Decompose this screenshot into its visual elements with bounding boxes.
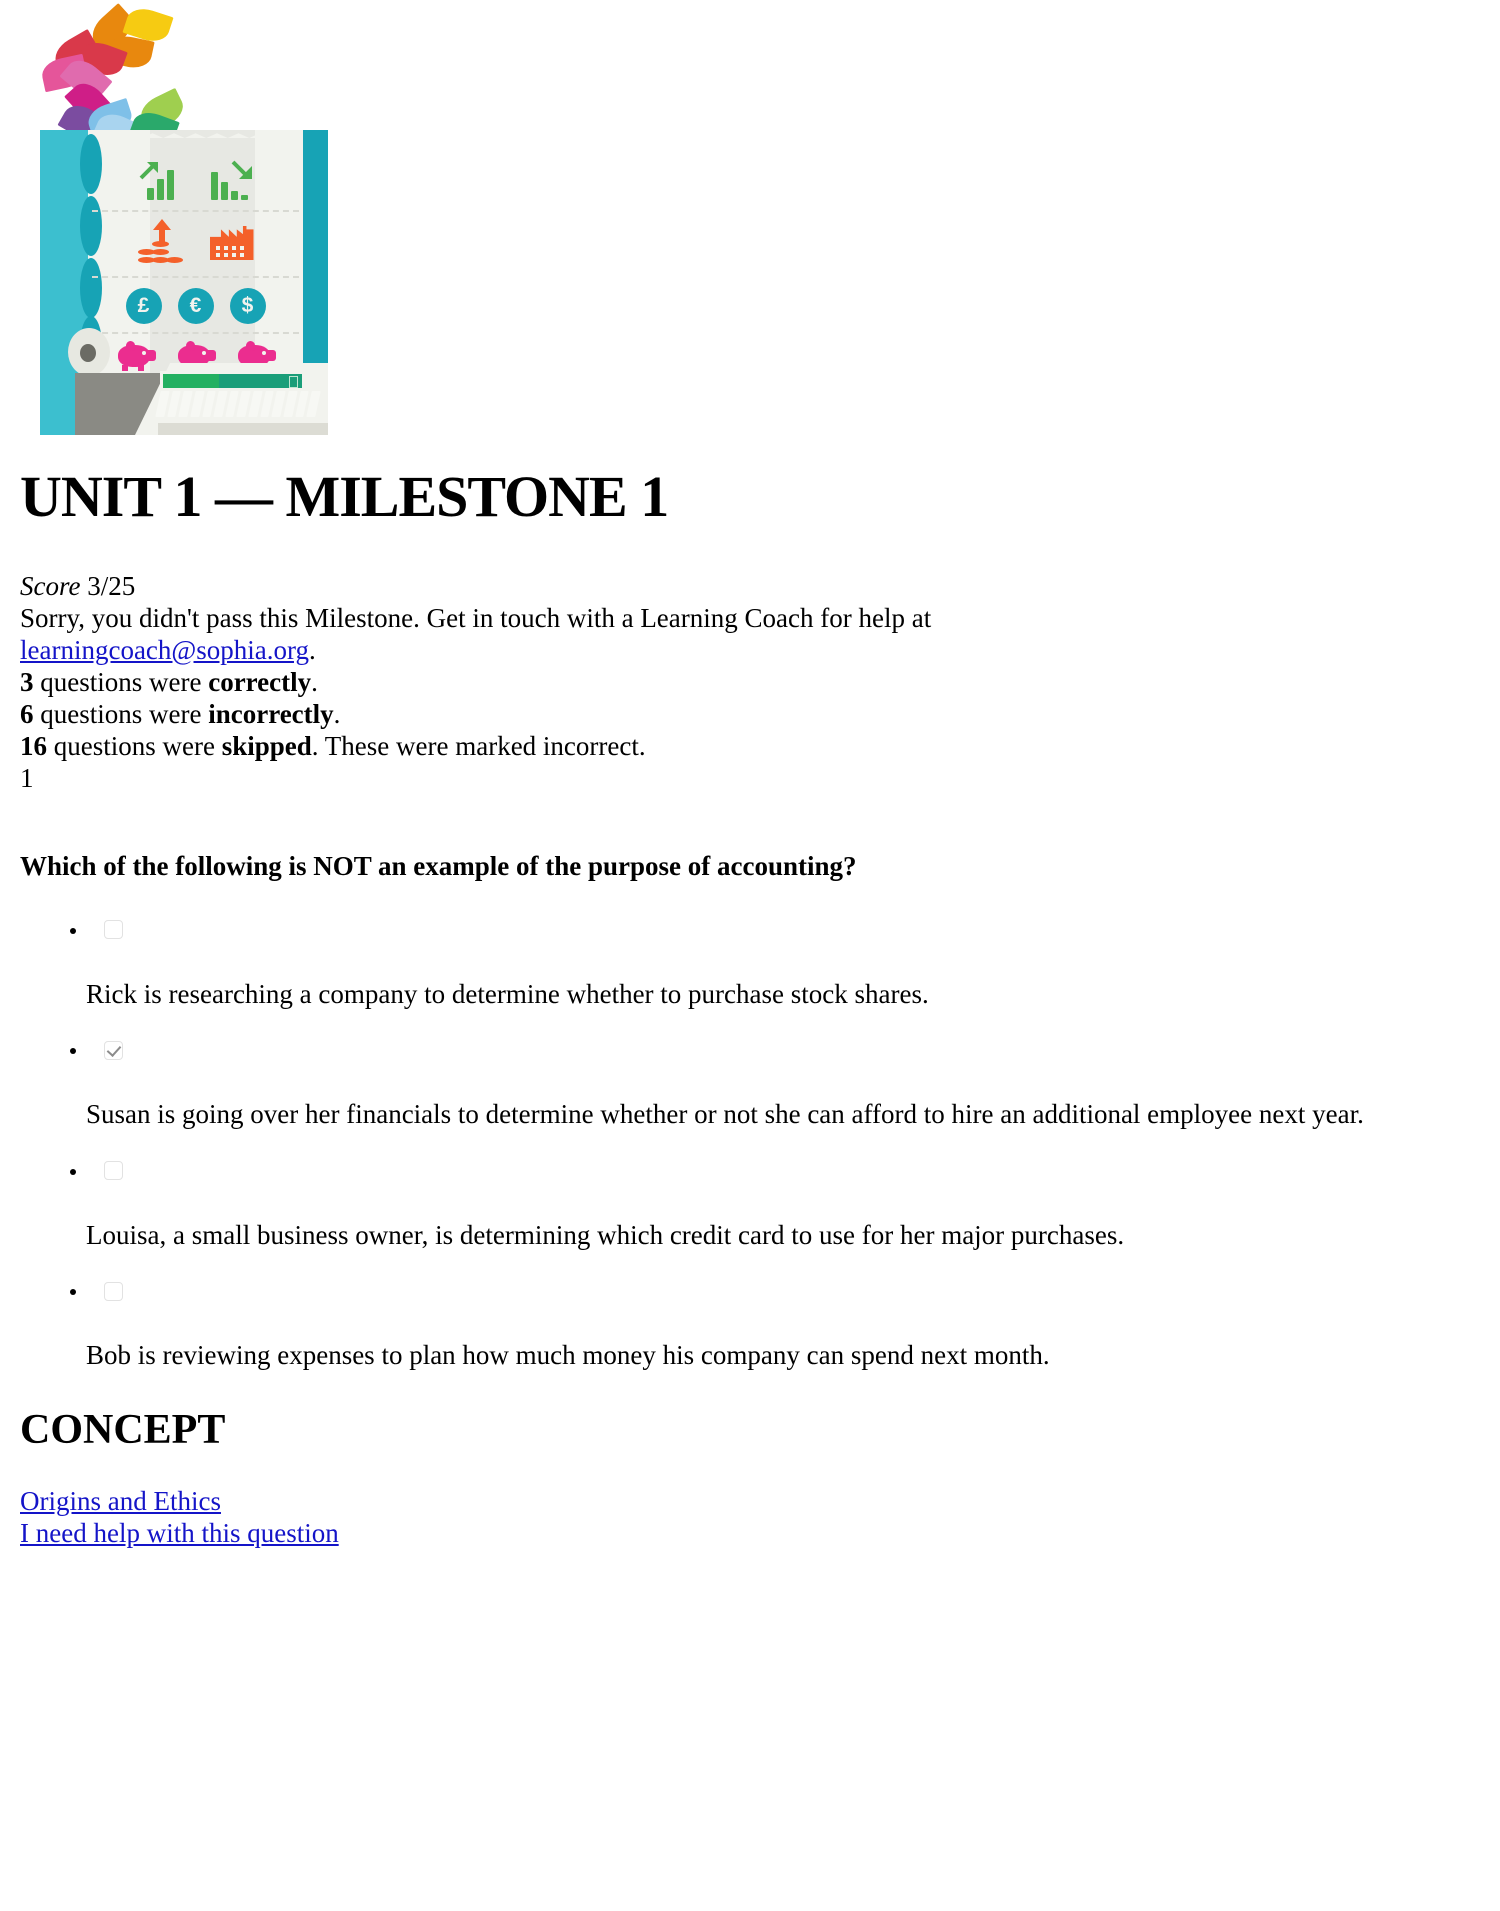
concept-topic-link[interactable]: Origins and Ethics (20, 1485, 221, 1516)
skipped-count-line (20, 731, 1480, 763)
score-summary (20, 571, 1480, 795)
dollar-coin-icon: $ (230, 288, 266, 324)
correct-word: correctly (208, 666, 312, 697)
correct-period: . (311, 666, 318, 697)
incorrect-count-line (20, 699, 1480, 731)
factory-icon (210, 226, 254, 260)
piggy-bank-icon (116, 341, 156, 371)
score-value: 3/25 (87, 570, 136, 601)
answer-checkbox[interactable] (104, 1161, 123, 1180)
answer-option[interactable] (88, 1273, 1480, 1371)
answer-option-text: • Rick is researching a company to determine whether to purchase stock shares. (86, 979, 929, 1010)
receipt-perforation-3 (92, 332, 299, 334)
help-row (20, 1518, 1480, 1550)
receipt-row-charts (88, 156, 303, 204)
need-help-link[interactable]: I need help with this question (20, 1517, 339, 1548)
question-prompt: Which of the following is NOT an example of the purpose of accounting? (20, 850, 857, 881)
page-title: UNIT 1 — MILESTONE 1 (20, 464, 669, 529)
skipped-suffix: . These were marked incorrect. (311, 730, 646, 761)
pound-coin-icon: £ (126, 288, 162, 324)
correct-count-line (20, 667, 1480, 699)
skipped-mid: questions were (47, 730, 222, 761)
coins-growth-icon (138, 223, 184, 263)
paper-roll-hole (80, 344, 96, 362)
concept-topic-row (20, 1486, 1480, 1518)
answer-option[interactable] (88, 1032, 1480, 1130)
incorrect-word: incorrectly (208, 698, 334, 729)
incorrect-count: 6 (20, 698, 34, 729)
score-label: Score (20, 570, 81, 601)
receipt-perforation-1 (92, 210, 299, 212)
answer-option[interactable] (88, 912, 1480, 1010)
concept-heading: CONCEPT (20, 1406, 226, 1453)
sophia-logo (36, 0, 206, 130)
euro-coin-icon: € (178, 288, 214, 324)
answer-checkbox-checked[interactable] (104, 1041, 123, 1060)
question-number: 1 (20, 762, 34, 793)
chart-down-icon (209, 160, 253, 200)
receipt-row-assets (88, 220, 303, 266)
chart-up-icon (139, 160, 183, 200)
answer-option-text: • Susan is going over her financials to determine whether or not she can afford to hire an additional employee next year. (86, 1099, 1364, 1130)
receipt-row-currencies (88, 286, 303, 326)
answer-option-text: • Bob is reviewing expenses to plan how much money his company can spend next month. (86, 1340, 1050, 1371)
accounting-illustration (40, 130, 328, 435)
learning-coach-email-link[interactable]: learningcoach@sophia.org (20, 634, 310, 665)
register-keypad (155, 391, 321, 417)
answer-options-list (20, 912, 1480, 1372)
result-message (20, 603, 1480, 667)
answer-checkbox[interactable] (104, 1282, 123, 1301)
skipped-count: 16 (20, 730, 47, 761)
register-tray (158, 423, 328, 435)
answer-option[interactable] (88, 1153, 1480, 1251)
concept-links (20, 1486, 1480, 1550)
incorrect-mid: questions were (33, 698, 209, 729)
answer-checkbox[interactable] (104, 920, 123, 939)
correct-count: 3 (20, 666, 34, 697)
answer-option-text: • Louisa, a small business owner, is determining which credit card to use for her major purchases. (86, 1219, 1125, 1250)
receipt-perforation-2 (92, 276, 299, 278)
score-line (20, 571, 1480, 603)
register-display (160, 371, 305, 391)
skipped-word: skipped (221, 730, 312, 761)
incorrect-period: . (333, 698, 341, 729)
correct-mid: questions were (33, 666, 209, 697)
email-period: . (309, 634, 316, 665)
result-message-text: Sorry, you didn't pass this Milestone. Get in touch with a Learning Coach for help at (20, 602, 932, 633)
paper-roll (68, 328, 110, 376)
